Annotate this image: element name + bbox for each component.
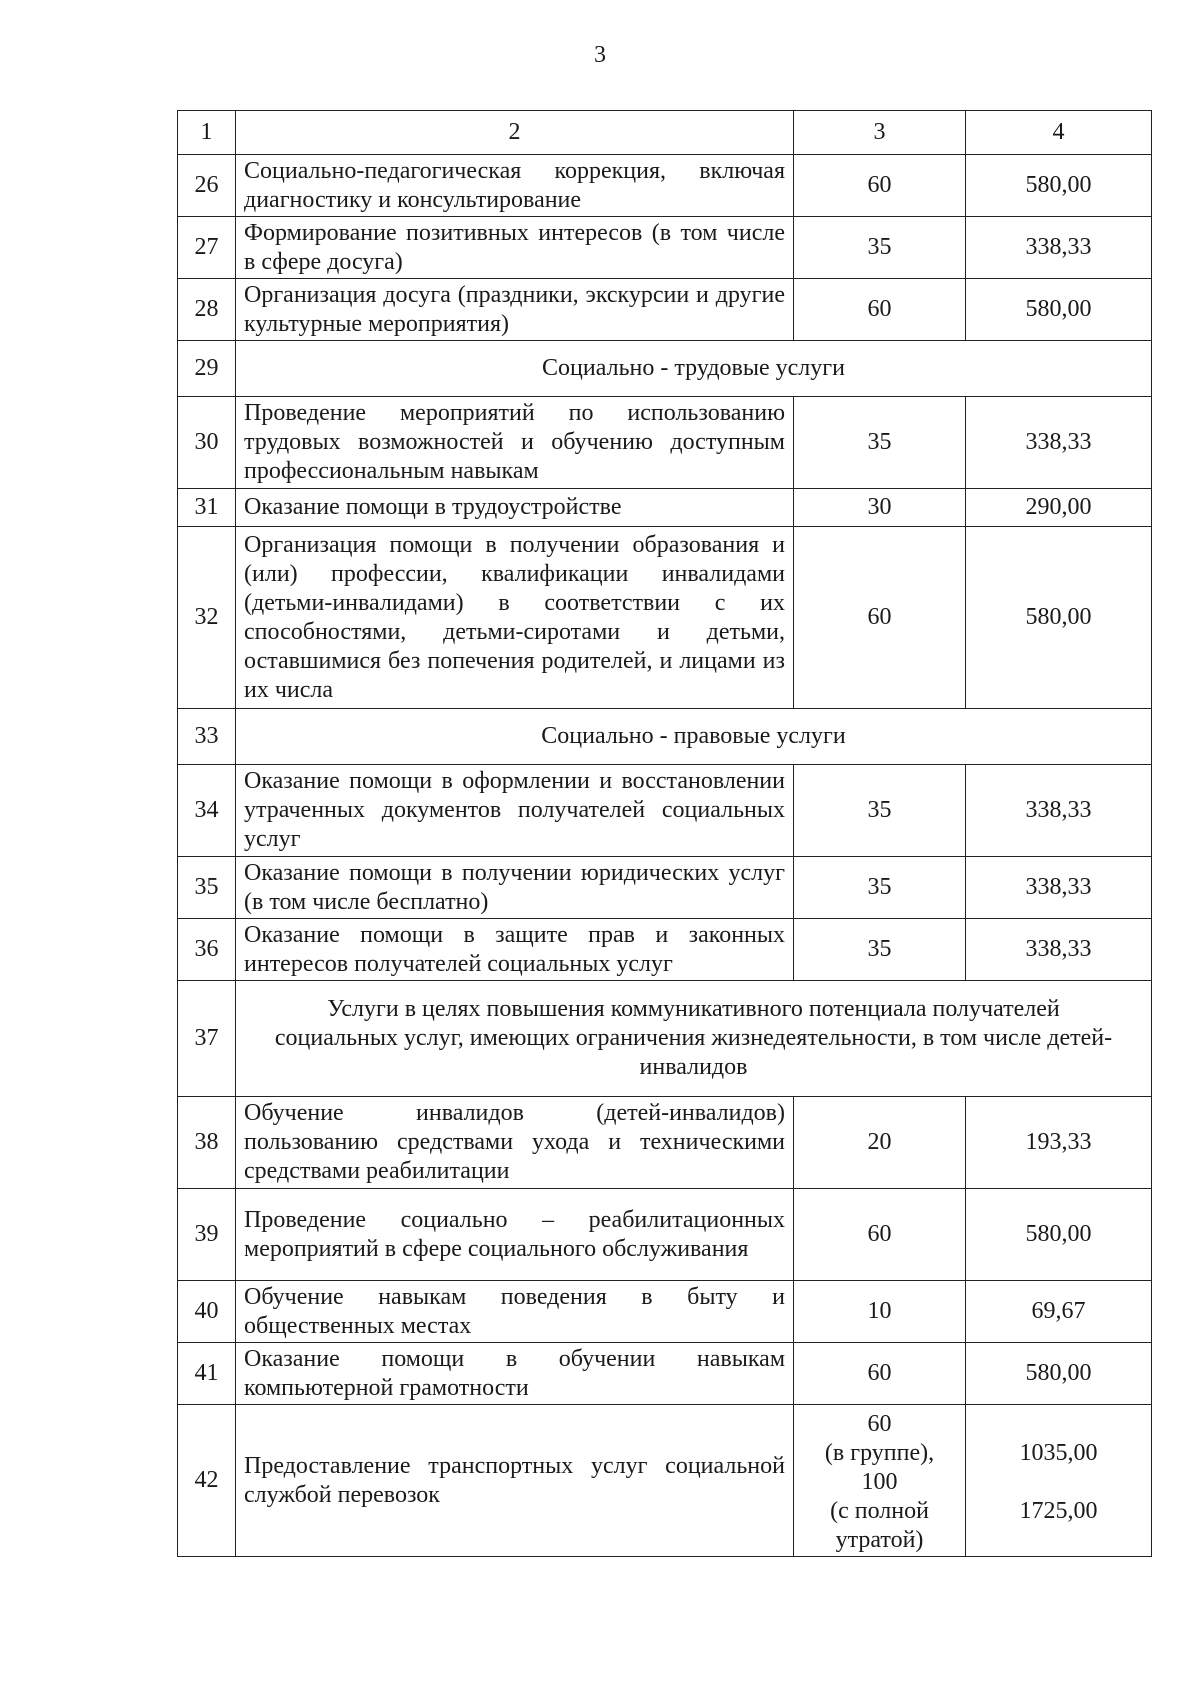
row-number: 27: [178, 217, 236, 279]
service-description: Оказание помощи в получении юридических услуг (в том числе бесплатно): [236, 857, 794, 919]
service-description: Обучение инвалидов (детей-инвалидов) пользованию средствами ухода и техническими средствами реабилитации: [236, 1097, 794, 1189]
service-time: 60: [794, 279, 966, 341]
service-time: 35: [794, 857, 966, 919]
service-description: Проведение социально – реабилитационных мероприятий в сфере социального обслуживания: [236, 1189, 794, 1281]
service-price: 338,33: [966, 919, 1152, 981]
table-row: [178, 397, 1152, 489]
row-number: 35: [178, 857, 236, 919]
service-description: Оказание помощи в защите прав и законных интересов получателей социальных услуг: [236, 919, 794, 981]
service-price: 338,33: [966, 217, 1152, 279]
service-description: Формирование позитивных интересов (в том числе в сфере досуга): [236, 217, 794, 279]
section-row: [178, 981, 1152, 1097]
header-cell-2: 2: [236, 111, 794, 155]
table-row: [178, 1189, 1152, 1281]
table-row: [178, 155, 1152, 217]
service-price: 338,33: [966, 397, 1152, 489]
section-heading: Социально - правовые услуги: [236, 709, 1152, 765]
service-price: 580,00: [966, 279, 1152, 341]
service-price: 69,67: [966, 1281, 1152, 1343]
service-time: 30: [794, 489, 966, 527]
row-number: 34: [178, 765, 236, 857]
row-number: 31: [178, 489, 236, 527]
table-row: [178, 1343, 1152, 1405]
row-number: 33: [178, 709, 236, 765]
service-price: 580,00: [966, 1189, 1152, 1281]
table-row: [178, 1281, 1152, 1343]
service-price: 338,33: [966, 765, 1152, 857]
service-price: 193,33: [966, 1097, 1152, 1189]
service-description: Обучение навыкам поведения в быту и общественных местах: [236, 1281, 794, 1343]
service-description: Социально-педагогическая коррекция, включая диагностику и консультирование: [236, 155, 794, 217]
table-row: [178, 279, 1152, 341]
page-number: 3: [594, 42, 606, 68]
service-time: 35: [794, 919, 966, 981]
table-row: [178, 489, 1152, 527]
table-row: [178, 919, 1152, 981]
service-time: 60: [794, 527, 966, 709]
section-heading: Социально - трудовые услуги: [236, 341, 1152, 397]
section-heading: Услуги в целях повышения коммуникативного потенциала получателей социальных услуг, имеющих ограничения жизнедеятельности, в том числе детей-инвалидов: [236, 981, 1152, 1097]
header-row: [178, 111, 1152, 155]
service-price: 580,00: [966, 527, 1152, 709]
row-number: 37: [178, 981, 236, 1097]
row-number: 32: [178, 527, 236, 709]
row-number: 42: [178, 1405, 236, 1557]
table-row: [178, 765, 1152, 857]
service-time: 35: [794, 397, 966, 489]
service-price: 1035,00 1725,00: [966, 1405, 1152, 1557]
row-number: 26: [178, 155, 236, 217]
table-row: [178, 527, 1152, 709]
row-number: 41: [178, 1343, 236, 1405]
service-time: 60: [794, 1343, 966, 1405]
section-row: [178, 341, 1152, 397]
header-cell-3: 3: [794, 111, 966, 155]
row-number: 30: [178, 397, 236, 489]
services-table: [177, 110, 1152, 1557]
section-row: [178, 709, 1152, 765]
row-number: 38: [178, 1097, 236, 1189]
service-description: Организация досуга (праздники, экскурсии и другие культурные мероприятия): [236, 279, 794, 341]
service-time: 35: [794, 765, 966, 857]
service-time: 60 (в группе), 100 (с полной утратой): [794, 1405, 966, 1557]
row-number: 40: [178, 1281, 236, 1343]
service-time: 20: [794, 1097, 966, 1189]
row-number: 29: [178, 341, 236, 397]
row-number: 39: [178, 1189, 236, 1281]
service-description: Организация помощи в получении образования и (или) профессии, квалификации инвалидами (детьми-инвалидами) в соответствии с их способностями, детьми-сиротами и детьми, оставшимися без попечения родителей, и лицами из их числа: [236, 527, 794, 709]
service-price: 290,00: [966, 489, 1152, 527]
header-cell-4: 4: [966, 111, 1152, 155]
table-row: [178, 217, 1152, 279]
service-description: Оказание помощи в обучении навыкам компьютерной грамотности: [236, 1343, 794, 1405]
table-row: [178, 1405, 1152, 1557]
service-time: 10: [794, 1281, 966, 1343]
service-price: 580,00: [966, 1343, 1152, 1405]
service-description: Оказание помощи в оформлении и восстановлении утраченных документов получателей социальных услуг: [236, 765, 794, 857]
row-number: 28: [178, 279, 236, 341]
service-price: 580,00: [966, 155, 1152, 217]
service-description: Оказание помощи в трудоустройстве: [236, 489, 794, 527]
table-row: [178, 1097, 1152, 1189]
service-price: 338,33: [966, 857, 1152, 919]
header-cell-1: 1: [178, 111, 236, 155]
service-time: 35: [794, 217, 966, 279]
row-number: 36: [178, 919, 236, 981]
service-time: 60: [794, 155, 966, 217]
table-row: [178, 857, 1152, 919]
service-description: Проведение мероприятий по использованию трудовых возможностей и обучению доступным профессиональным навыкам: [236, 397, 794, 489]
service-time: 60: [794, 1189, 966, 1281]
service-description: Предоставление транспортных услуг социальной службой перевозок: [236, 1405, 794, 1557]
